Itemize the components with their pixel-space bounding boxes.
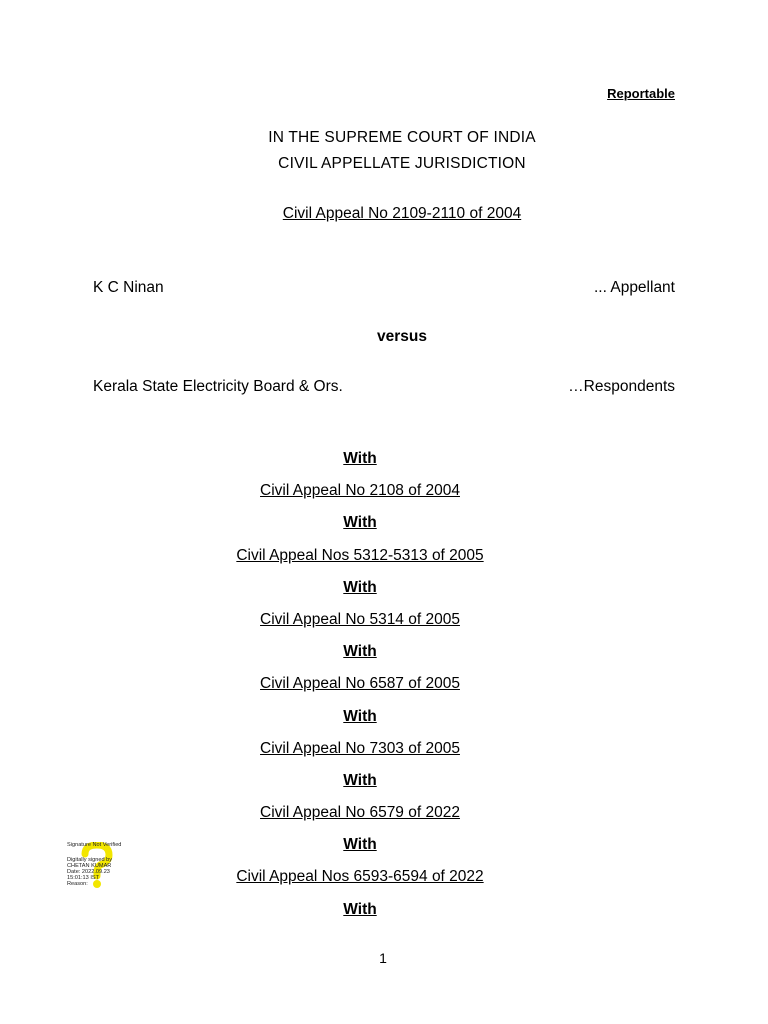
with-label: With xyxy=(343,771,377,789)
with-label: With xyxy=(343,643,377,661)
connected-matter: Civil Appeal No 2108 of 2004 xyxy=(260,482,460,500)
respondent-name: Kerala State Electricity Board & Ors. xyxy=(93,378,343,395)
signature-line: 15:01:13 IST xyxy=(67,875,100,881)
signature-line: Date: 2022.09.23 xyxy=(67,869,110,875)
case-number: Civil Appeal No 2109-2110 of 2004 xyxy=(282,205,522,222)
signature-line: CHETAN KUMAR xyxy=(67,863,112,869)
with-label: With xyxy=(343,836,377,854)
connected-matter: Civil Appeal Nos 5312-5313 of 2005 xyxy=(236,546,484,564)
appellant-role: ... Appellant xyxy=(593,279,675,296)
with-label: With xyxy=(343,578,377,596)
connected-matter: Civil Appeal No 5314 of 2005 xyxy=(260,610,460,628)
with-label: With xyxy=(343,707,377,725)
connected-matter: Civil Appeal No 7303 of 2005 xyxy=(260,739,460,757)
signature-line: Digitally signed by xyxy=(67,857,113,863)
connected-matter: Civil Appeal No 6587 of 2005 xyxy=(260,675,460,693)
signature-line: Reason: xyxy=(67,881,88,887)
respondent-role: …Respondents xyxy=(568,378,675,395)
court-name: IN THE SUPREME COURT OF INDIA xyxy=(268,129,536,146)
with-label: With xyxy=(343,900,377,918)
reportable-label: Reportable xyxy=(607,86,675,101)
page-number: 1 xyxy=(379,950,387,966)
jurisdiction: CIVIL APPELLATE JURISDICTION xyxy=(278,155,526,172)
with-label: With xyxy=(343,514,377,532)
versus-label: versus xyxy=(377,328,427,345)
connected-matter: Civil Appeal No 6579 of 2022 xyxy=(260,804,460,822)
with-label: With xyxy=(343,450,377,467)
connected-matter: Civil Appeal Nos 6593-6594 of 2022 xyxy=(236,868,484,886)
appellant-name: K C Ninan xyxy=(93,279,164,296)
signature-status: Signature Not Verified xyxy=(67,842,122,848)
digital-signature-stamp xyxy=(67,842,137,890)
